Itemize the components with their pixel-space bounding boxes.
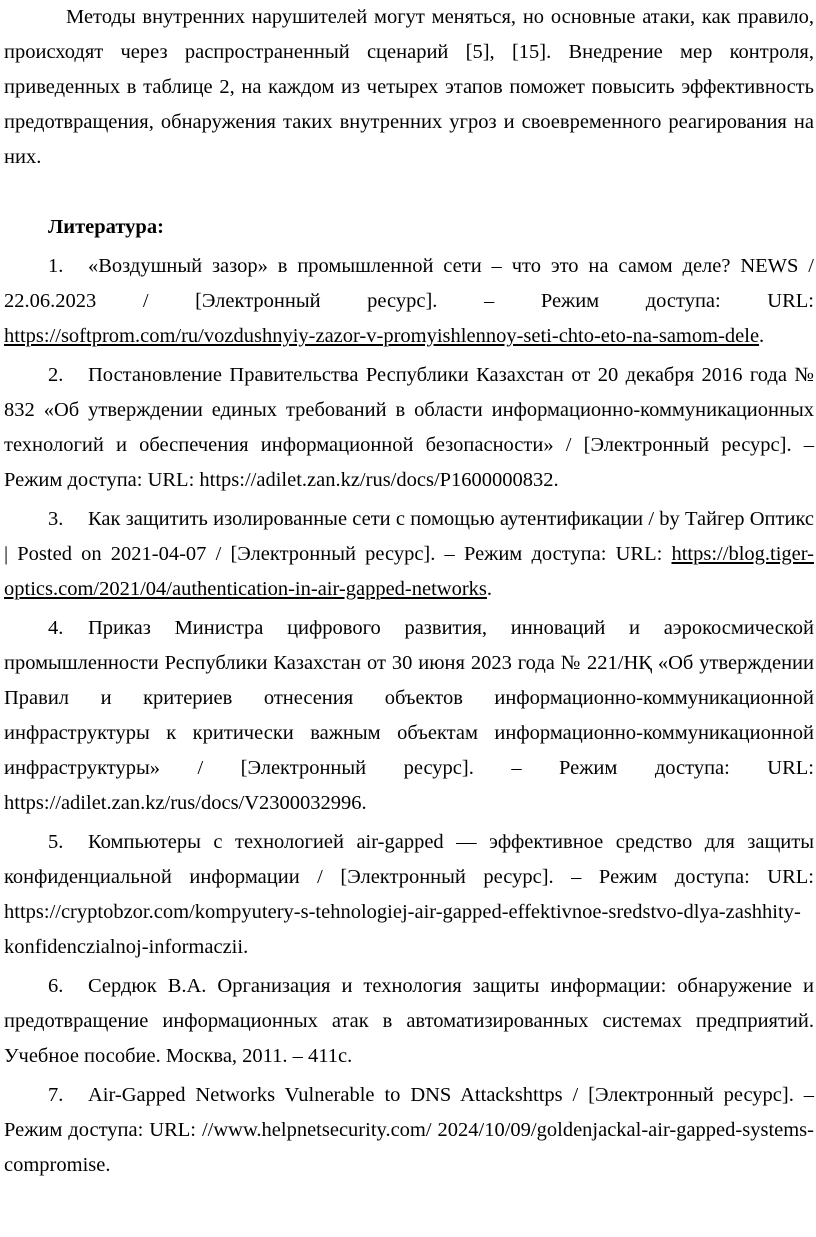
reference-text: Air-Gapped Networks Vulnerable to DNS Attackshttps / [Электронный ресурс]. – Режим доступа: URL: //www.helpnetsecurity.com/ 2024/10/09/goldenjackal-air-gapped-systems-compromise. bbox=[4, 1084, 814, 1176]
reference-tail: . bbox=[759, 325, 765, 347]
reference-text: Компьютеры с технологией air-gapped — эффективное средство для защиты конфиденциальной информации / [Электронный ресурс]. – Режим доступа: URL: https://cryptobzor.com/kompyutery-s-tehnologiej-air-gapped-effektivnoe-sredstvo-dlya-zashhity-konfidenczialnoj-informaczii. bbox=[4, 831, 814, 958]
reference-number: 6. bbox=[48, 975, 64, 997]
reference-number: 7. bbox=[48, 1084, 64, 1106]
intro-paragraph: Методы внутренних нарушителей могут меняться, но основные атаки, как правило, происходят через распространенный сценарий [5], [15]. Внедрение мер контроля, приведенных в таблице 2, на каждом из четырех этапов поможет повысить эффективность предотвращения, обнаружения таких внутренних угроз и своевременного реагирования на них. bbox=[4, 6, 814, 168]
reference-number: 2. bbox=[48, 364, 64, 386]
reference-text: Сердюк В.А. Организация и технология защиты информации: обнаружение и предотвращение информационных атак в автоматизированных системах предприятий. Учебное пособие. Москва, 2011. – 411с. bbox=[4, 975, 814, 1067]
reference-tail: . bbox=[486, 578, 493, 600]
reference-link[interactable]: https://softprom.com/ru/vozdushnyiy-zazor-v-promyishlennoy-seti-chto-eto-na-samom-dele bbox=[4, 325, 760, 347]
reference-link[interactable]: https://blog.tiger-optics.com/2021/04/authentication-in-air-gapped-networks bbox=[4, 543, 814, 600]
reference-item-7 bbox=[4, 1078, 814, 1183]
references-heading: Литература: bbox=[48, 216, 164, 238]
reference-number: 1. bbox=[48, 255, 64, 277]
reference-item-3 bbox=[4, 502, 814, 607]
reference-item-4 bbox=[4, 611, 814, 821]
reference-item-2 bbox=[4, 358, 814, 498]
reference-item-5 bbox=[4, 825, 814, 965]
reference-number: 3. bbox=[48, 508, 64, 530]
reference-item-6 bbox=[4, 969, 814, 1074]
reference-text: Постановление Правительства Республики Казахстан от 20 декабря 2016 года № 832 «Об утверждении единых требований в области информационно-коммуникационных технологий и обеспечения информационной безопасности» / [Электронный ресурс]. – Режим доступа: URL: https://adilet.zan.kz/rus/docs/P1600000832. bbox=[4, 364, 814, 491]
document-page bbox=[4, 0, 814, 1183]
reference-item-1 bbox=[4, 249, 814, 354]
reference-text: Приказ Министра цифрового развития, инноваций и аэрокосмической промышленности Республики Казахстан от 30 июня 2023 года № 221/НҚ «Об утверждении Правил и критериев отнесения объектов информационно-коммуникационной инфраструктуры к критически важным объектам информационно-коммуникационной инфраструктуры» / [Электронный ресурс]. – Режим доступа: URL: https://adilet.zan.kz/rus/docs/V2300032996. bbox=[4, 617, 814, 814]
reference-text: Как защитить изолированные сети с помощью аутентификации / by Тайгер Оптикс | Posted on 2021-04-07 / [Электронный ресурс]. – Режим доступа: URL: bbox=[4, 508, 814, 565]
reference-number: 5. bbox=[48, 831, 64, 853]
reference-text: «Воздушный зазор» в промышленной сети – что это на самом деле? NEWS / 22.06.2023 / [Электронный ресурс]. – Режим доступа: URL: bbox=[4, 255, 814, 312]
reference-number: 4. bbox=[48, 617, 64, 639]
references-list bbox=[4, 249, 814, 1183]
